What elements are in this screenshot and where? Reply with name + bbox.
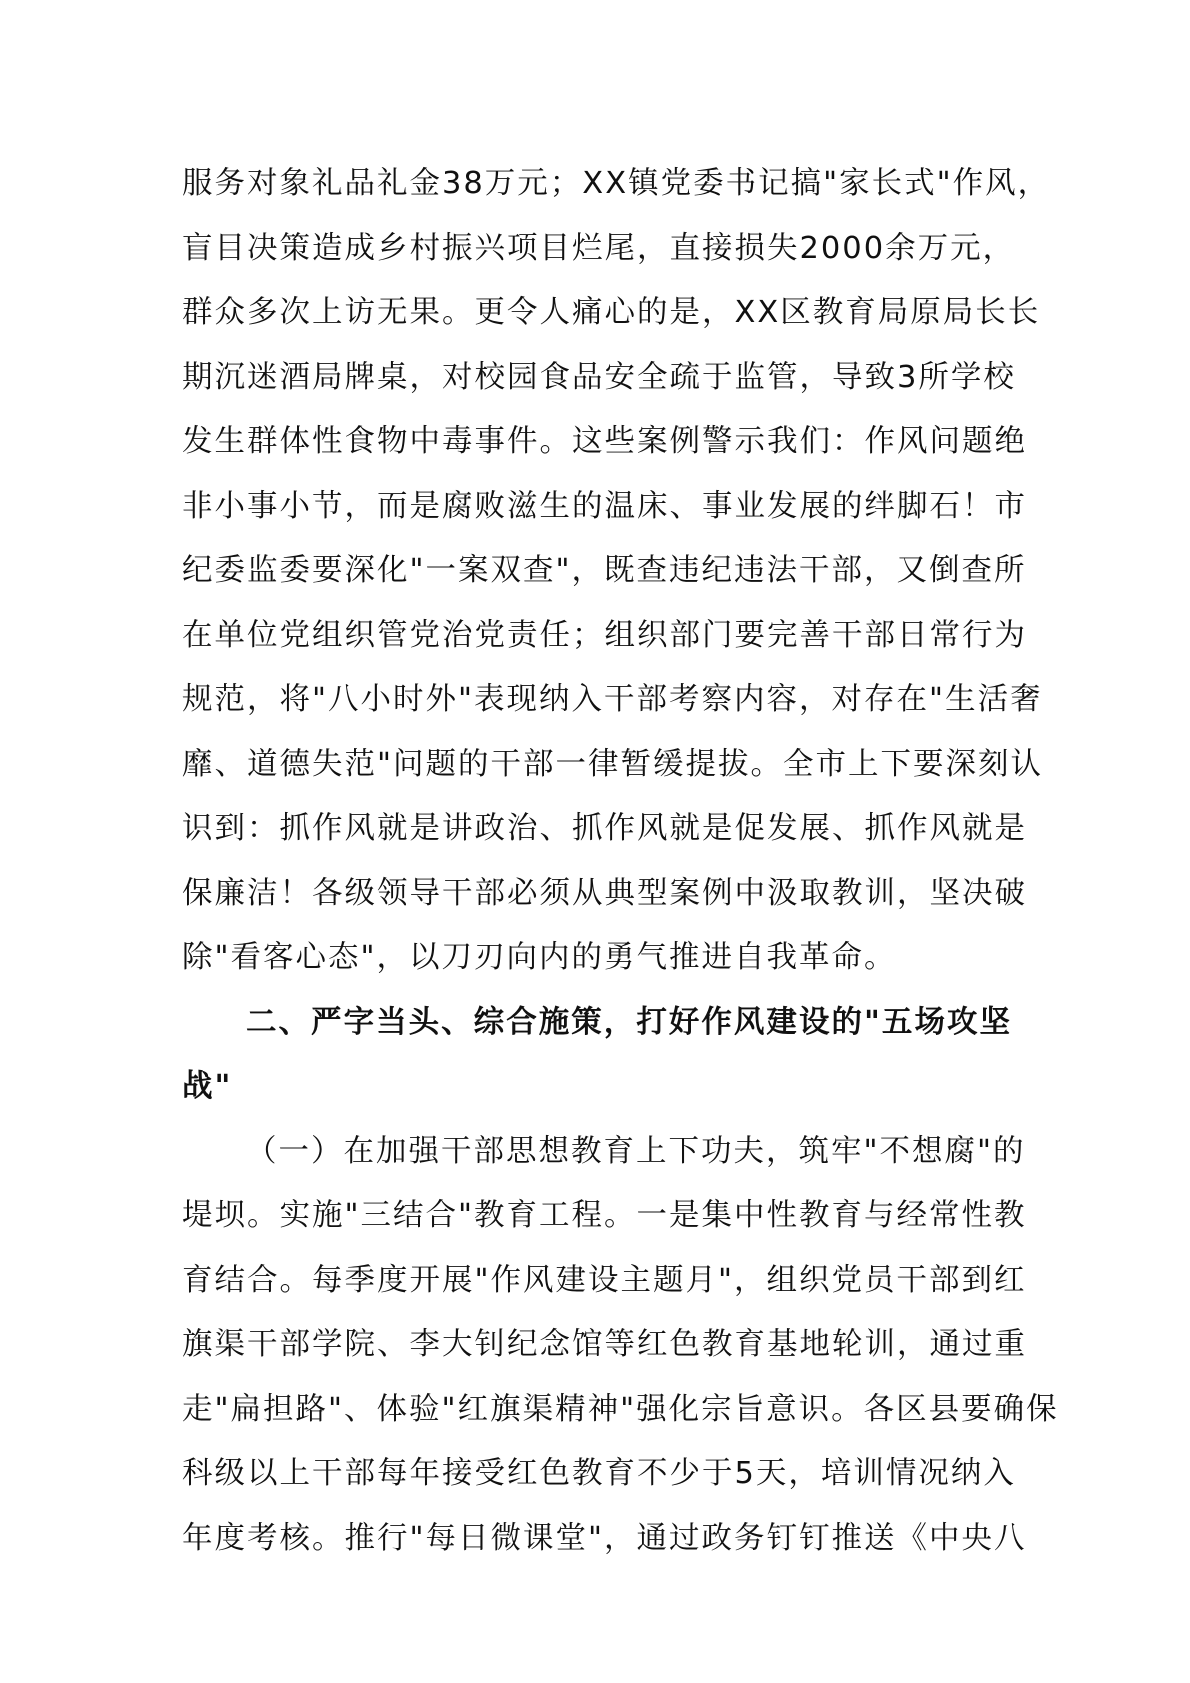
- body-text-line: 走"扁担路"、体验"红旗渠精神"强化宗旨意识。各区县要确保: [182, 1391, 1059, 1427]
- body-text-line: 非小事小节，而是腐败滋生的温床、事业发展的绊脚石！市: [182, 488, 1027, 524]
- body-text-line: 年度考核。推行"每日微课堂"，通过政务钉钉推送《中央八: [182, 1520, 1027, 1556]
- body-text-line: 发生群体性食物中毒事件。这些案例警示我们：作风问题绝: [182, 424, 1027, 459]
- body-text-line: 堤坝。实施"三结合"教育工程。一是集中性教育与经常性教: [182, 1198, 1027, 1233]
- body-text-line: 识到：抓作风就是讲政治、抓作风就是促发展、抓作风就是: [182, 811, 1027, 846]
- subsection-paragraph-start: （一）在加强干部思想教育上下功夫，筑牢"不想腐"的: [246, 1133, 1026, 1169]
- body-text-line: 保廉洁！各级领导干部必须从典型案例中汲取教训，坚决破: [182, 875, 1027, 911]
- body-text-line: 服务对象礼品礼金38万元；XX镇党委书记搞"家长式"作风，: [182, 166, 1051, 201]
- body-text-line: 育结合。每季度开展"作风建设主题月"，组织党员干部到红: [182, 1262, 1027, 1298]
- body-text-line: 旗渠干部学院、李大钊纪念馆等红色教育基地轮训，通过重: [182, 1327, 1027, 1362]
- body-text-line: 在单位党组织管党治党责任；组织部门要完善干部日常行为: [182, 617, 1027, 653]
- body-text-line: 期沉迷酒局牌桌，对校园食品安全疏于监管，导致3所学校: [182, 359, 1016, 395]
- body-text-line: 科级以上干部每年接受红色教育不少于5天，培训情况纳入: [182, 1456, 1016, 1491]
- body-text-line: 规范，将"八小时外"表现纳入干部考察内容，对存在"生活奢: [182, 682, 1043, 717]
- body-text-line: 靡、道德失范"问题的干部一律暂缓提拔。全市上下要深刻认: [182, 746, 1044, 782]
- body-text-line: 除"看客心态"，以刀刃向内的勇气推进自我革命。: [182, 940, 897, 975]
- body-text-line: 盲目决策造成乡村振兴项目烂尾，直接损失2000余万元，: [182, 230, 1016, 266]
- section-heading: 二、严字当头、综合施策，打好作风建设的"五场攻坚: [246, 1004, 1012, 1040]
- body-text-line: 纪委监委要深化"一案双查"，既查违纪违法干部，又倒查所: [182, 553, 1027, 588]
- document-body: [182, 152, 1059, 1571]
- body-text-line: 群众多次上访无果。更令人痛心的是，XX区教育局原局长长: [182, 295, 1041, 330]
- section-heading-continued: 战": [182, 1069, 233, 1104]
